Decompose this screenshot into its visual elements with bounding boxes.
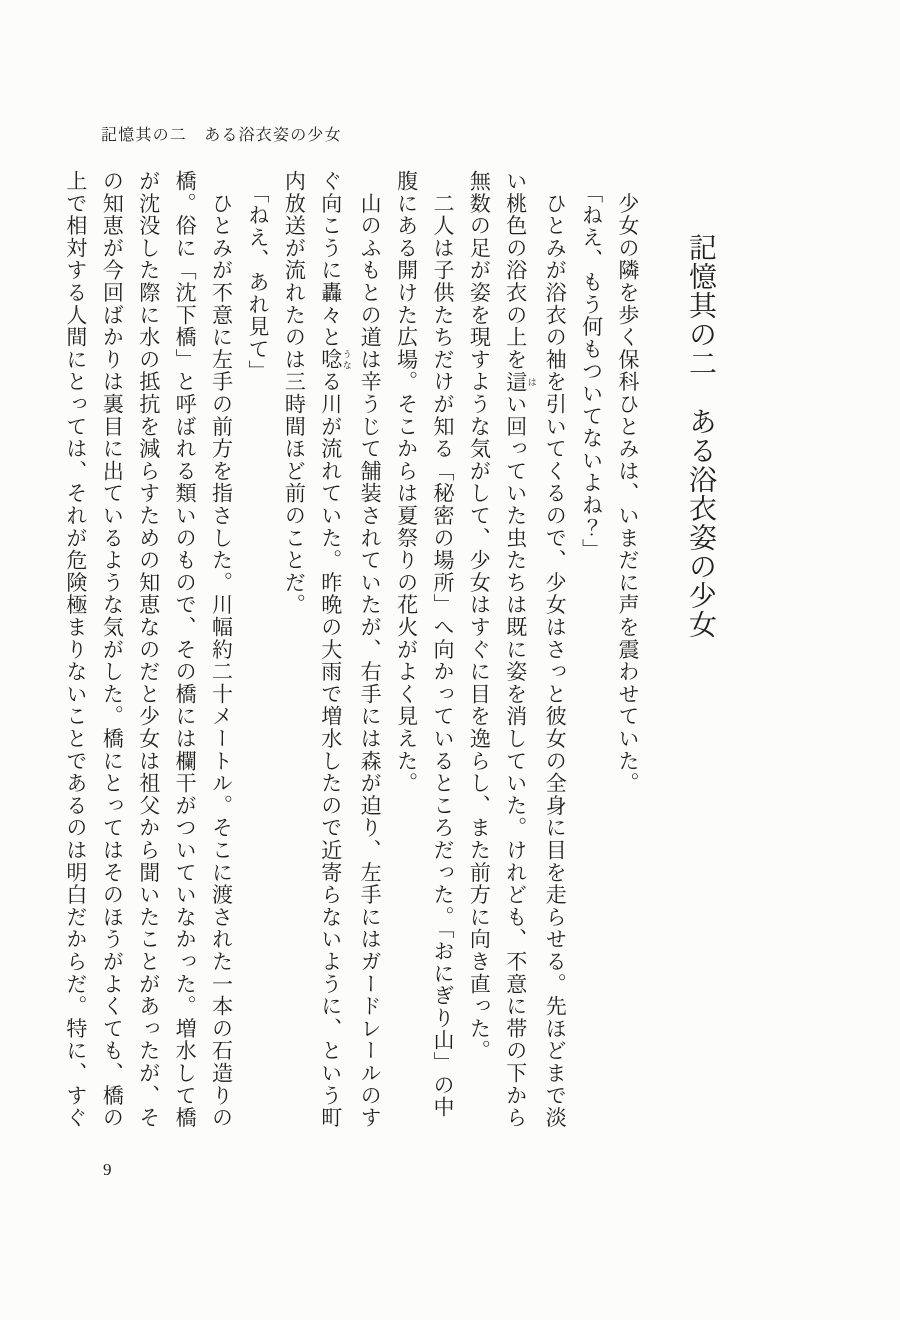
text-column: が沈没した際に水の抵抗を減らすための知恵なのだと少女は祖父から聞いたことがあったが、そ xyxy=(136,170,161,1129)
text-column: ひとみが不意に左手の前方を指さした。川幅約二十メートル。そこに渡された一本の石造りの xyxy=(209,170,234,1129)
text-column: 橋。俗に「沈下橋」と呼ばれる類いのもので、その橋には欄干がついていなかった。増水して橋 xyxy=(173,170,198,1129)
text-column: の知恵が今回ばかりは裏目に出ているような気がした。橋にとってはそのほうがよくても、橋の xyxy=(100,170,125,1129)
text-column: 内放送が流れたのは三時間ほど前のことだ。 xyxy=(282,170,307,616)
text-column: 「ねえ、もう何もついてないよね？」 xyxy=(579,170,604,561)
page-number: 9 xyxy=(103,1160,112,1179)
text-column: ぐ向こうに轟々と唸 うなる川が流れていた。昨晩の大雨で増水したので近寄らないように、という町 xyxy=(318,170,352,1129)
text-column: 「ねえ、あれ見て」 xyxy=(245,170,270,383)
text-column: 上で相対する人間にとっては、それが危険極まりないことであるのは明白だからだ。特に、すぐ xyxy=(63,170,88,1129)
text-column: 少女の隣を歩く保科ひとみは、いまだに声を震わせていた。 xyxy=(616,170,640,795)
text-column: 山のふもとの道は辛うじて舗装されていたが、右手には森が迫り、左手にはガードレールのす xyxy=(358,170,383,1129)
body-text-columns xyxy=(58,170,647,1155)
text-column: 二人は子供たちだけが知る「秘密の場所」へ向かっているところだった。「おにぎり山」の中 xyxy=(430,170,455,1119)
ruby-annotated-kanji: 這 は xyxy=(503,370,537,394)
text-column: 無数の足が姿を現すような気がして、少女はすぐに目を逸らし、また前方に向き直った。 xyxy=(467,170,492,1062)
text-column: 腹にある開けた広場。そこからは夏祭りの花火がよく見えた。 xyxy=(394,170,419,795)
chapter-title: 記憶其の二 ある浴衣姿の少女 xyxy=(685,233,716,639)
text-column: い桃色の浴衣の上を這 はい回っていた虫たちは既に姿を消していた。けれども、不意に帯の下から xyxy=(503,170,537,1129)
ruby-annotated-kanji: 唸 うな xyxy=(318,348,352,371)
running-header: 記憶其の二 ある浴衣姿の少女 xyxy=(101,127,342,144)
text-column: ひとみが浴衣の袖を引いてくるので、少女はさっと彼女の全身に目を走らせる。先ほどまで淡 xyxy=(543,170,568,1129)
